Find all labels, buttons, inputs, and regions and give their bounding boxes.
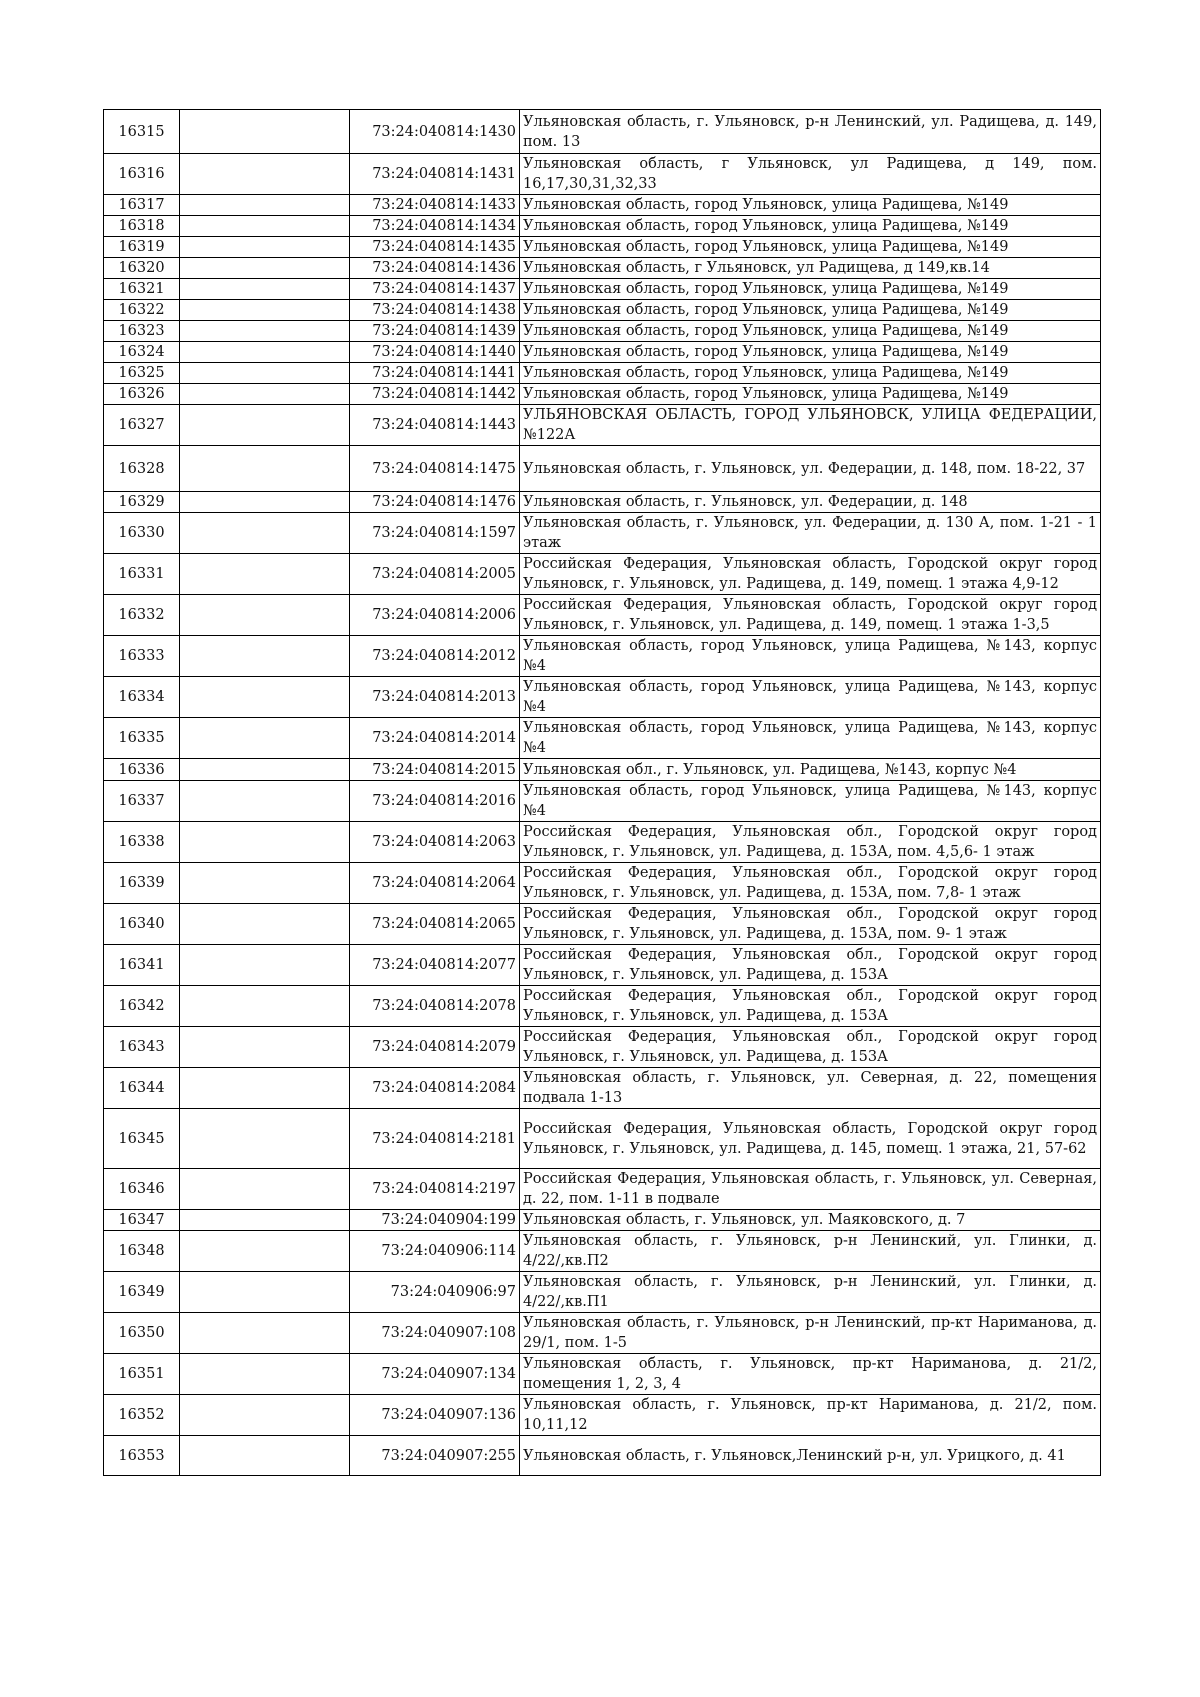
table-row <box>104 718 1101 759</box>
empty-cell <box>180 279 350 300</box>
row-number-cell: 16329 <box>104 492 180 513</box>
cadastral-number-cell: 73:24:040814:1476 <box>350 492 520 513</box>
table-row <box>104 904 1101 945</box>
address-cell: Ульяновская обл., г. Ульяновск, ул. Радищева, №143, корпус №4 <box>520 759 1101 781</box>
address-cell: Ульяновская область, город Ульяновск, улица Радищева, №149 <box>520 237 1101 258</box>
address-cell: Ульяновская область, город Ульяновск, улица Радищева, №149 <box>520 342 1101 363</box>
cadastral-number-cell: 73:24:040814:2064 <box>350 863 520 904</box>
empty-cell <box>180 342 350 363</box>
cadastral-number-cell: 73:24:040814:1475 <box>350 446 520 492</box>
row-number-cell: 16325 <box>104 363 180 384</box>
address-cell: Ульяновская область, город Ульяновск, улица Радищева, №149 <box>520 300 1101 321</box>
address-cell: Ульяновская область, г. Ульяновск, р-н Ленинский, ул. Глинки, д. 4/22/,кв.П1 <box>520 1272 1101 1313</box>
address-cell: Ульяновская область, г. Ульяновск, пр-кт Нариманова, д. 21/2, помещения 1, 2, 3, 4 <box>520 1354 1101 1395</box>
row-number-cell: 16315 <box>104 110 180 154</box>
table-row <box>104 154 1101 195</box>
row-number-cell: 16337 <box>104 781 180 822</box>
row-number-cell: 16336 <box>104 759 180 781</box>
cadastral-number-cell: 73:24:040814:1437 <box>350 279 520 300</box>
address-cell: Ульяновская область, город Ульяновск, улица Радищева, №149 <box>520 363 1101 384</box>
empty-cell <box>180 258 350 279</box>
cadastral-number-cell: 73:24:040814:2016 <box>350 781 520 822</box>
cadastral-number-cell: 73:24:040814:2079 <box>350 1027 520 1068</box>
empty-cell <box>180 1027 350 1068</box>
empty-cell <box>180 1354 350 1395</box>
table-row <box>104 492 1101 513</box>
table-row <box>104 300 1101 321</box>
table-row <box>104 1169 1101 1210</box>
table-row <box>104 1272 1101 1313</box>
empty-cell <box>180 492 350 513</box>
address-cell: Ульяновская область, г. Ульяновск, р-н Ленинский, пр-кт Нариманова, д. 29/1, пом. 1-5 <box>520 1313 1101 1354</box>
empty-cell <box>180 216 350 237</box>
empty-cell <box>180 1109 350 1169</box>
row-number-cell: 16324 <box>104 342 180 363</box>
cadastral-number-cell: 73:24:040907:255 <box>350 1436 520 1476</box>
table-row <box>104 945 1101 986</box>
table-row <box>104 822 1101 863</box>
registry-table <box>103 109 1101 1476</box>
cadastral-number-cell: 73:24:040907:134 <box>350 1354 520 1395</box>
address-cell: Ульяновская область, г. Ульяновск, ул. Федерации, д. 148 <box>520 492 1101 513</box>
address-cell: Ульяновская область, город Ульяновск, улица Радищева, №149 <box>520 279 1101 300</box>
cadastral-number-cell: 73:24:040906:114 <box>350 1231 520 1272</box>
table-row <box>104 1395 1101 1436</box>
row-number-cell: 16327 <box>104 405 180 446</box>
table-row <box>104 863 1101 904</box>
table-row <box>104 759 1101 781</box>
empty-cell <box>180 554 350 595</box>
row-number-cell: 16319 <box>104 237 180 258</box>
empty-cell <box>180 405 350 446</box>
row-number-cell: 16323 <box>104 321 180 342</box>
row-number-cell: 16317 <box>104 195 180 216</box>
address-cell: Российская Федерация, Ульяновская область, Городской округ город Ульяновск, г. Ульяновск, ул. Радищева, д. 145, помещ. 1 этажа, 21, 57-62 <box>520 1109 1101 1169</box>
address-cell: Ульяновская область, город Ульяновск, улица Радищева, №149 <box>520 195 1101 216</box>
address-cell: Ульяновская область, город Ульяновск, улица Радищева, №143, корпус №4 <box>520 677 1101 718</box>
empty-cell <box>180 300 350 321</box>
registry-table-body <box>104 110 1101 1476</box>
cadastral-number-cell: 73:24:040814:1597 <box>350 513 520 554</box>
empty-cell <box>180 1068 350 1109</box>
cadastral-number-cell: 73:24:040814:1433 <box>350 195 520 216</box>
address-cell: Российская Федерация, Ульяновская область, Городской округ город Ульяновск, г. Ульяновск, ул. Радищева, д. 149, помещ. 1 этажа 1-3,5 <box>520 595 1101 636</box>
empty-cell <box>180 595 350 636</box>
row-number-cell: 16341 <box>104 945 180 986</box>
table-row <box>104 195 1101 216</box>
row-number-cell: 16333 <box>104 636 180 677</box>
empty-cell <box>180 677 350 718</box>
cadastral-number-cell: 73:24:040814:2006 <box>350 595 520 636</box>
cadastral-number-cell: 73:24:040907:136 <box>350 1395 520 1436</box>
table-row <box>104 636 1101 677</box>
table-row <box>104 781 1101 822</box>
address-cell: Российская Федерация, Ульяновская область, Городской округ город Ульяновск, г. Ульяновск, ул. Радищева, д. 149, помещ. 1 этажа 4,9-12 <box>520 554 1101 595</box>
table-row <box>104 1354 1101 1395</box>
empty-cell <box>180 1313 350 1354</box>
empty-cell <box>180 822 350 863</box>
empty-cell <box>180 863 350 904</box>
address-cell: Ульяновская область, г. Ульяновск, ул. Федерации, д. 148, пом. 18-22, 37 <box>520 446 1101 492</box>
address-cell: Ульяновская область, г. Ульяновск, ул. Федерации, д. 130 А, пом. 1-21 - 1 этаж <box>520 513 1101 554</box>
empty-cell <box>180 195 350 216</box>
table-row <box>104 1210 1101 1231</box>
table-row <box>104 110 1101 154</box>
table-row <box>104 216 1101 237</box>
empty-cell <box>180 904 350 945</box>
empty-cell <box>180 237 350 258</box>
cadastral-number-cell: 73:24:040814:2063 <box>350 822 520 863</box>
cadastral-number-cell: 73:24:040814:1440 <box>350 342 520 363</box>
address-cell: Ульяновская область, г Ульяновск, ул Радищева, д 149,кв.14 <box>520 258 1101 279</box>
cadastral-number-cell: 73:24:040814:2014 <box>350 718 520 759</box>
cadastral-number-cell: 73:24:040814:2015 <box>350 759 520 781</box>
row-number-cell: 16316 <box>104 154 180 195</box>
table-row <box>104 321 1101 342</box>
empty-cell <box>180 321 350 342</box>
row-number-cell: 16345 <box>104 1109 180 1169</box>
cadastral-number-cell: 73:24:040814:1439 <box>350 321 520 342</box>
table-row <box>104 986 1101 1027</box>
cadastral-number-cell: 73:24:040814:1442 <box>350 384 520 405</box>
table-row <box>104 1313 1101 1354</box>
address-cell: Российская Федерация, Ульяновская обл., Городской округ город Ульяновск, г. Ульяновск, ул. Радищева, д. 153А, пом. 7,8- 1 этаж <box>520 863 1101 904</box>
empty-cell <box>180 154 350 195</box>
cadastral-number-cell: 73:24:040814:2084 <box>350 1068 520 1109</box>
row-number-cell: 16351 <box>104 1354 180 1395</box>
table-row <box>104 595 1101 636</box>
address-cell: Ульяновская область, г. Ульяновск, р-н Ленинский, ул. Глинки, д. 4/22/,кв.П2 <box>520 1231 1101 1272</box>
empty-cell <box>180 718 350 759</box>
row-number-cell: 16348 <box>104 1231 180 1272</box>
address-cell: Российская Федерация, Ульяновская обл., Городской округ город Ульяновск, г. Ульяновск, ул. Радищева, д. 153А <box>520 945 1101 986</box>
row-number-cell: 16352 <box>104 1395 180 1436</box>
empty-cell <box>180 363 350 384</box>
address-cell: Ульяновская область, г Ульяновск, ул Радищева, д 149, пом. 16,17,30,31,32,33 <box>520 154 1101 195</box>
row-number-cell: 16320 <box>104 258 180 279</box>
address-cell: Российская Федерация, Ульяновская область, г. Ульяновск, ул. Северная, д. 22, пом. 1-11 в подвале <box>520 1169 1101 1210</box>
empty-cell <box>180 384 350 405</box>
cadastral-number-cell: 73:24:040814:1436 <box>350 258 520 279</box>
address-cell: Ульяновская область, г. Ульяновск, пр-кт Нариманова, д. 21/2, пом. 10,11,12 <box>520 1395 1101 1436</box>
cadastral-number-cell: 73:24:040814:1443 <box>350 405 520 446</box>
row-number-cell: 16332 <box>104 595 180 636</box>
table-row <box>104 1109 1101 1169</box>
empty-cell <box>180 759 350 781</box>
empty-cell <box>180 1231 350 1272</box>
row-number-cell: 16349 <box>104 1272 180 1313</box>
address-cell: Ульяновская область, город Ульяновск, улица Радищева, №149 <box>520 321 1101 342</box>
cadastral-number-cell: 73:24:040814:1434 <box>350 216 520 237</box>
row-number-cell: 16334 <box>104 677 180 718</box>
row-number-cell: 16343 <box>104 1027 180 1068</box>
address-cell: Ульяновская область, г. Ульяновск, ул. Маяковского, д. 7 <box>520 1210 1101 1231</box>
empty-cell <box>180 1395 350 1436</box>
address-cell: Российская Федерация, Ульяновская обл., Городской округ город Ульяновск, г. Ульяновск, ул. Радищева, д. 153А <box>520 986 1101 1027</box>
address-cell: Ульяновская область, город Ульяновск, улица Радищева, №143, корпус №4 <box>520 636 1101 677</box>
row-number-cell: 16344 <box>104 1068 180 1109</box>
address-cell: Ульяновская область, город Ульяновск, улица Радищева, №143, корпус №4 <box>520 718 1101 759</box>
empty-cell <box>180 636 350 677</box>
cadastral-number-cell: 73:24:040814:2065 <box>350 904 520 945</box>
row-number-cell: 16330 <box>104 513 180 554</box>
table-row <box>104 446 1101 492</box>
cadastral-number-cell: 73:24:040814:2078 <box>350 986 520 1027</box>
table-row <box>104 363 1101 384</box>
row-number-cell: 16318 <box>104 216 180 237</box>
table-row <box>104 279 1101 300</box>
empty-cell <box>180 1169 350 1210</box>
cadastral-number-cell: 73:24:040814:1435 <box>350 237 520 258</box>
cadastral-number-cell: 73:24:040814:2181 <box>350 1109 520 1169</box>
row-number-cell: 16347 <box>104 1210 180 1231</box>
table-row <box>104 342 1101 363</box>
row-number-cell: 16340 <box>104 904 180 945</box>
empty-cell <box>180 986 350 1027</box>
row-number-cell: 16328 <box>104 446 180 492</box>
table-row <box>104 1027 1101 1068</box>
cadastral-number-cell: 73:24:040814:1431 <box>350 154 520 195</box>
table-row <box>104 1436 1101 1476</box>
address-cell: Ульяновская область, город Ульяновск, улица Радищева, №149 <box>520 216 1101 237</box>
row-number-cell: 16322 <box>104 300 180 321</box>
cadastral-number-cell: 73:24:040814:2013 <box>350 677 520 718</box>
table-row <box>104 237 1101 258</box>
table-row <box>104 513 1101 554</box>
row-number-cell: 16335 <box>104 718 180 759</box>
table-row <box>104 258 1101 279</box>
row-number-cell: 16339 <box>104 863 180 904</box>
table-row <box>104 405 1101 446</box>
cadastral-number-cell: 73:24:040907:108 <box>350 1313 520 1354</box>
empty-cell <box>180 513 350 554</box>
empty-cell <box>180 1272 350 1313</box>
address-cell: УЛЬЯНОВСКАЯ ОБЛАСТЬ, ГОРОД УЛЬЯНОВСК, УЛИЦА ФЕДЕРАЦИИ, №122А <box>520 405 1101 446</box>
cadastral-number-cell: 73:24:040814:1438 <box>350 300 520 321</box>
address-cell: Российская Федерация, Ульяновская обл., Городской округ город Ульяновск, г. Ульяновск, ул. Радищева, д. 153А <box>520 1027 1101 1068</box>
address-cell: Российская Федерация, Ульяновская обл., Городской округ город Ульяновск, г. Ульяновск, ул. Радищева, д. 153А, пом. 9- 1 этаж <box>520 904 1101 945</box>
cadastral-number-cell: 73:24:040814:1441 <box>350 363 520 384</box>
cadastral-number-cell: 73:24:040814:1430 <box>350 110 520 154</box>
row-number-cell: 16338 <box>104 822 180 863</box>
row-number-cell: 16353 <box>104 1436 180 1476</box>
address-cell: Ульяновская область, город Ульяновск, улица Радищева, №149 <box>520 384 1101 405</box>
table-row <box>104 384 1101 405</box>
address-cell: Ульяновская область, г. Ульяновск, р-н Ленинский, ул. Радищева, д. 149, пом. 13 <box>520 110 1101 154</box>
table-row <box>104 1231 1101 1272</box>
address-cell: Ульяновская область, г. Ульяновск, ул. Северная, д. 22, помещения подвала 1-13 <box>520 1068 1101 1109</box>
row-number-cell: 16326 <box>104 384 180 405</box>
empty-cell <box>180 110 350 154</box>
row-number-cell: 16346 <box>104 1169 180 1210</box>
cadastral-number-cell: 73:24:040814:2197 <box>350 1169 520 1210</box>
cadastral-number-cell: 73:24:040814:2005 <box>350 554 520 595</box>
cadastral-number-cell: 73:24:040906:97 <box>350 1272 520 1313</box>
cadastral-number-cell: 73:24:040904:199 <box>350 1210 520 1231</box>
empty-cell <box>180 1436 350 1476</box>
table-row <box>104 1068 1101 1109</box>
table-row <box>104 677 1101 718</box>
row-number-cell: 16350 <box>104 1313 180 1354</box>
address-cell: Ульяновская область, город Ульяновск, улица Радищева, №143, корпус №4 <box>520 781 1101 822</box>
cadastral-number-cell: 73:24:040814:2012 <box>350 636 520 677</box>
row-number-cell: 16331 <box>104 554 180 595</box>
row-number-cell: 16342 <box>104 986 180 1027</box>
cadastral-number-cell: 73:24:040814:2077 <box>350 945 520 986</box>
empty-cell <box>180 945 350 986</box>
empty-cell <box>180 781 350 822</box>
address-cell: Российская Федерация, Ульяновская обл., Городской округ город Ульяновск, г. Ульяновск, ул. Радищева, д. 153А, пом. 4,5,6- 1 этаж <box>520 822 1101 863</box>
address-cell: Ульяновская область, г. Ульяновск,Ленинский р-н, ул. Урицкого, д. 41 <box>520 1436 1101 1476</box>
row-number-cell: 16321 <box>104 279 180 300</box>
empty-cell <box>180 1210 350 1231</box>
table-row <box>104 554 1101 595</box>
empty-cell <box>180 446 350 492</box>
